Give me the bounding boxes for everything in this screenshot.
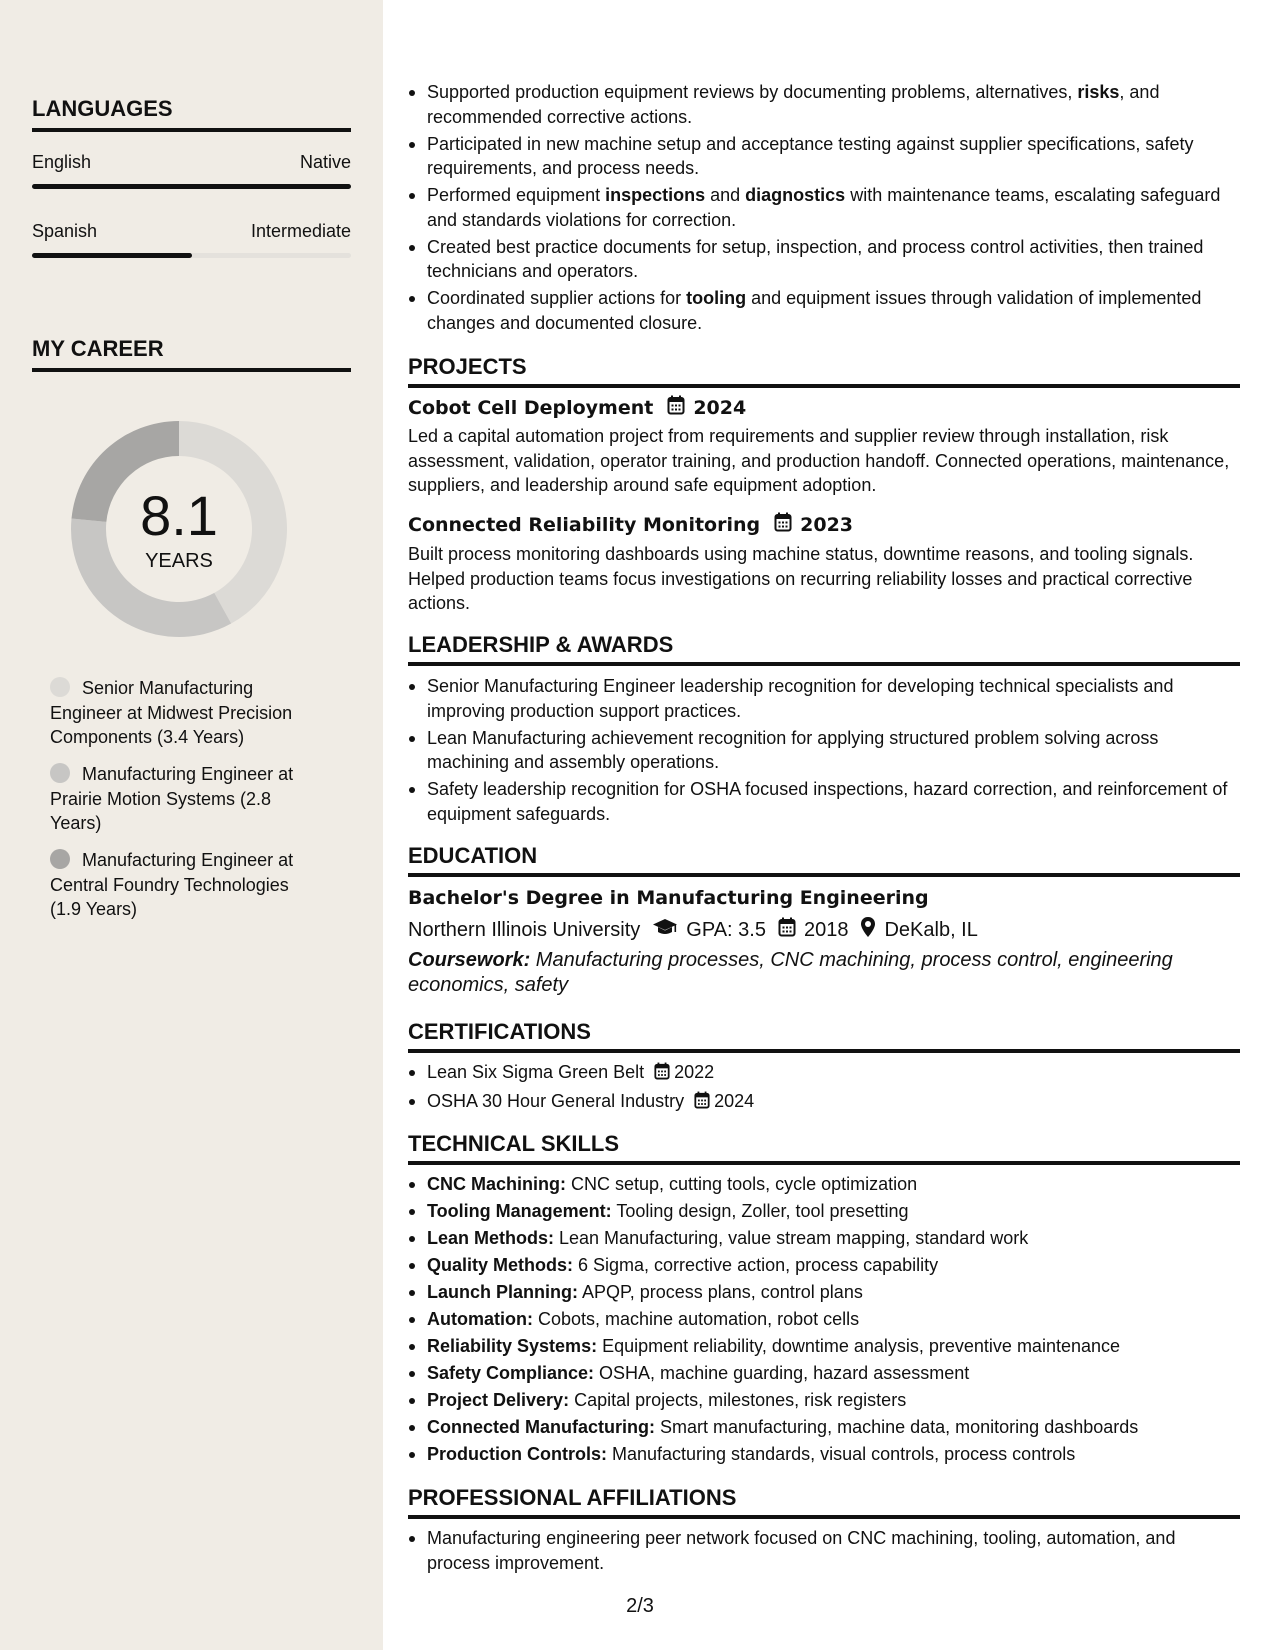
project-year: 2024 [693,396,747,419]
skill-item: Lean Methods: Lean Manufacturing, value stream mapping, standard work [408,1226,1240,1251]
map-pin-icon [860,916,876,944]
skill-item: Safety Compliance: OSHA, machine guarding, hazard assessment [408,1361,1240,1386]
skill-item: Project Delivery: Capital projects, milestones, risk registers [408,1388,1240,1413]
coursework-label: Coursework: [408,949,531,971]
career-legend-label: Senior Manufacturing Engineer at Midwest Precision Components (3.4 Years) [50,678,293,747]
education-heading: EDUCATION [408,843,1240,877]
language-bar-english [32,184,351,189]
calendar-icon [654,1062,670,1087]
career-legend-label: Manufacturing Engineer at Prairie Motion Systems (2.8 Years) [50,764,294,833]
career-legend-item [50,848,320,922]
language-bar-fill [32,184,351,189]
language-level: Intermediate [250,221,351,241]
skill-item: Quality Methods: 6 Sigma, corrective action, process capability [408,1253,1240,1278]
school-name: Northern Illinois University [408,918,641,941]
project-description: Led a capital automation project from requirements and supplier review through installation, risk assessment, validation, operator training, and production handoff. Connected operations, maintenance, suppliers, and leadership around safe equipment adoption. [408,426,1230,495]
experience-bullets [408,80,1240,338]
calendar-icon [667,395,685,420]
projects-heading: PROJECTS [408,354,1240,388]
page-number: 2/3 [626,1595,654,1617]
skill-item: Connected Manufacturing: Smart manufacturing, machine data, monitoring dashboards [408,1415,1240,1440]
project-title: Connected Reliability Monitoring [408,513,761,536]
affiliation-item: Manufacturing engineering peer network focused on CNC machining, tooling, automation, and process improvement. [408,1526,1240,1575]
leadership-item: Safety leadership recognition for OSHA focused inspections, hazard correction, and reinforcement of equipment safeguards. [408,777,1240,826]
affiliations-list [408,1526,1240,1578]
graduation-cap-icon [652,917,678,943]
skills-list [408,1172,1240,1469]
career-legend-item [50,676,320,750]
education-meta [408,916,1240,944]
language-level: Native [299,152,351,172]
skill-item: Reliability Systems: Equipment reliability, downtime analysis, preventive maintenance [408,1334,1240,1359]
leadership-heading: LEADERSHIP & AWARDS [408,632,1240,666]
skill-item: Production Controls: Manufacturing standards, visual controls, process controls [408,1442,1240,1467]
project-description: Built process monitoring dashboards using machine status, downtime reasons, and tooling signals. Helped production teams focus investigations on recurring reliability losses and practical corrective actions. [408,544,1194,613]
experience-bullet: Created best practice documents for setup, inspection, and process control activities, then trained technicians and operators. [408,235,1240,284]
certification-name: OSHA 30 Hour General Industry [427,1091,685,1111]
languages-heading: LANGUAGES [32,96,351,132]
career-legend-item [50,762,320,836]
career-total-unit: YEARS [145,550,213,572]
certification-year: 2024 [714,1091,755,1111]
experience-bullet: Participated in new machine setup and acceptance testing against supplier specifications, safety requirements, and process needs. [408,132,1240,181]
language-name: English [32,152,92,172]
language-name: Spanish [32,221,98,241]
skill-item: Tooling Management: Tooling design, Zoller, tool presetting [408,1199,1240,1224]
leadership-item: Lean Manufacturing achievement recognition for applying structured problem solving across machining and assembly operations. [408,726,1240,775]
project-title: Cobot Cell Deployment [408,396,654,419]
legend-dot [50,677,70,697]
calendar-icon [774,512,792,537]
leadership-list [408,674,1240,829]
skills-heading: TECHNICAL SKILLS [408,1131,1240,1165]
experience-bullet: Coordinated supplier actions for tooling and equipment issues through validation of implemented changes and documented closure. [408,286,1240,335]
career-total-years: 8.1 [140,484,218,547]
school-location: DeKalb, IL [884,918,978,941]
coursework-text: Manufacturing processes, CNC machining, process control, engineering economics, safety [408,949,1173,996]
affiliations-heading: PROFESSIONAL AFFILIATIONS [408,1485,1240,1519]
certification-year: 2022 [674,1062,715,1082]
coursework [408,948,1240,997]
language-bar-fill [32,253,192,258]
project-year: 2023 [800,513,854,536]
gpa: GPA: 3.5 [686,918,766,941]
degree-title: Bachelor's Degree in Manufacturing Engineering [408,887,929,909]
career-legend-label: Manufacturing Engineer at Central Foundry Technologies (1.9 Years) [50,850,294,919]
legend-dot [50,849,70,869]
calendar-icon [778,917,796,943]
certifications-heading: CERTIFICATIONS [408,1019,1240,1053]
certification-item [408,1060,1240,1087]
certification-item [408,1089,1240,1116]
language-row-spanish [32,221,351,242]
career-heading: MY CAREER [32,336,351,372]
experience-bullet: Supported production equipment reviews by documenting problems, alternatives, risks, and recommended corrective actions. [408,80,1240,129]
leadership-item: Senior Manufacturing Engineer leadership recognition for developing technical specialists and improving production support practices. [408,674,1240,723]
calendar-icon [694,1091,710,1116]
skill-item: Automation: Cobots, machine automation, robot cells [408,1307,1240,1332]
project-title-row [408,512,1240,537]
language-bar-spanish [32,253,351,258]
skill-item: CNC Machining: CNC setup, cutting tools, cycle optimization [408,1172,1240,1197]
skill-item: Launch Planning: APQP, process plans, control plans [408,1280,1240,1305]
legend-dot [50,763,70,783]
language-row-english [32,152,351,173]
certifications-list [408,1060,1240,1118]
project-title-row [408,395,1240,420]
graduation-year: 2018 [803,918,849,941]
experience-bullet: Performed equipment inspections and diagnostics with maintenance teams, escalating safeguard and standards violations for correction. [408,183,1240,232]
certification-name: Lean Six Sigma Green Belt [427,1062,645,1082]
